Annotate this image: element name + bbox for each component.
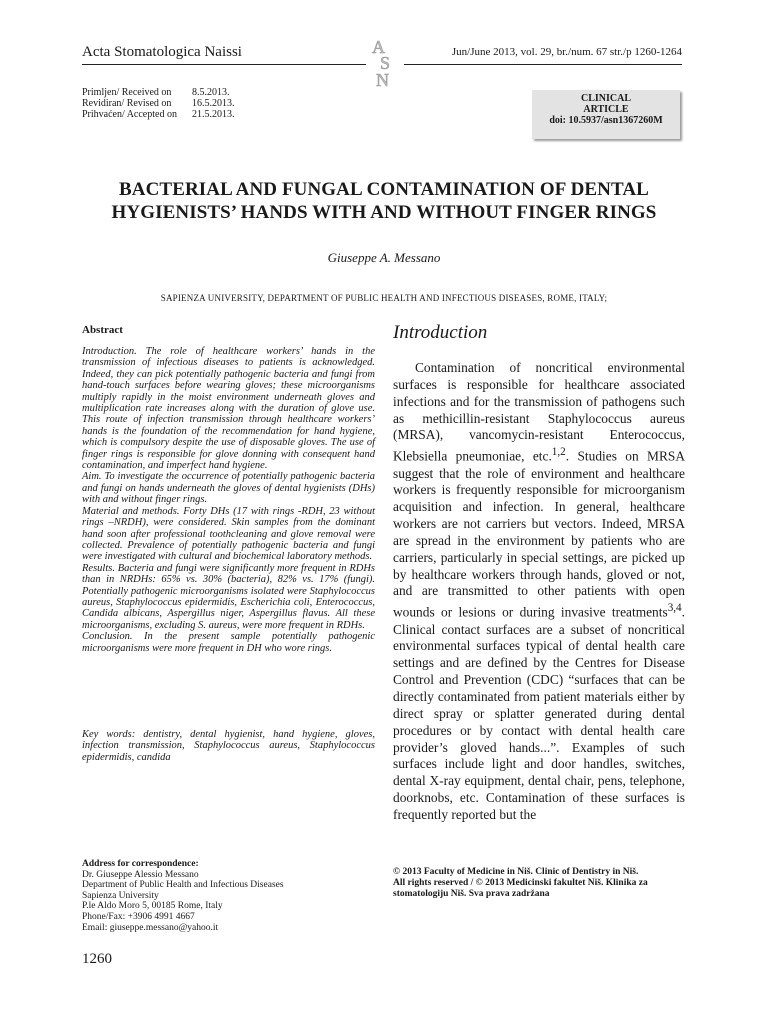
correspondence-line: P.le Aldo Moro 5, 00185 Rome, Italy: [82, 901, 223, 912]
intro-text-part-1: Contamination of noncritical environmental surfaces is responsible for healthcare associated infections and for the transmission of pathogens such as methicillin-resistant Staphylococcus aureus (MRSA), vancomycin-resistant Enterococcus, Klebsiella pneumoniae, etc.: [393, 360, 685, 464]
abstract-methods: Material and methods. Forty DHs (17 with rings -RDH, 23 without rings –NRDH), were considered. Skin samples from the dominant hand soon after professional toothcleaning and glove removal were collected. Prevalence of potentially pathogenic bacteria and fungi were investigated with cultural and biochemical laboratory methods.: [82, 505, 375, 563]
abstract-results: Results. Bacteria and fungi were significantly more frequent in RDHs than in NRDHs: 65% vs. 30% (bacteria), 82% vs. 17% (fungi). Potentially pathogenic microorganisms isolated were Staphylococcus aureus, Staphylococcus epidermidis, Escherichia coli, Enterococcus, Candida albicans, Aspergillus niger, Aspergillus flavus. All these microorganisms, excluding S. aureus, were more frequent in RDHs.: [82, 562, 375, 631]
article-title: [60, 178, 708, 224]
title-line-1: BACTERIAL AND FUNGAL CONTAMINATION OF DENTAL: [119, 179, 649, 200]
copyright-line: © 2013 Faculty of Medicine in Niš. Clinic of Dentistry in Niš.: [393, 867, 639, 877]
logo-letter-s: S: [380, 53, 391, 73]
date-label: Prihvaćen/ Accepted on: [82, 109, 177, 120]
correspondence-address: [82, 859, 402, 933]
date-accepted: [82, 109, 235, 120]
article-type-box: [532, 90, 680, 139]
author-name: Giuseppe A. Messano: [327, 250, 441, 265]
date-label: Primljen/ Received on: [82, 87, 172, 98]
copyright-line: All rights reserved / © 2013 Medicinski fakultet Niš. Klinika za: [393, 877, 648, 888]
author-affiliation: SAPIENZA UNIVERSITY, DEPARTMENT OF PUBLIC HEALTH AND INFECTIOUS DISEASES, ROME, ITALY;: [160, 293, 608, 303]
journal-name: Acta Stomatologica Naissi: [82, 44, 242, 60]
title-line-2: HYGIENISTS’ HANDS WITH AND WITHOUT FINGER RINGS: [111, 202, 657, 223]
date-value: 16.5.2013.: [192, 98, 235, 109]
citation-superscript[interactable]: 1,2: [551, 446, 566, 459]
correspondence-line: Sapienza University: [82, 890, 159, 901]
article-doi[interactable]: doi: 10.5937/asn1367260M: [549, 115, 663, 126]
date-value: 8.5.2013.: [192, 87, 230, 98]
abstract-heading: Abstract: [82, 324, 123, 336]
journal-issue-info: Jun/June 2013, vol. 29, br./num. 67 str./p 1260-1264: [451, 46, 682, 58]
copyright-notice: [393, 867, 693, 899]
date-label: Revidiran/ Revised on: [82, 98, 172, 109]
date-value: 21.5.2013.: [192, 109, 235, 120]
submission-dates: [82, 87, 235, 120]
correspondence-heading: Address for correspondence:: [82, 859, 199, 869]
date-received: [82, 87, 235, 98]
correspondence-line: Department of Public Health and Infectious Diseases: [82, 880, 284, 891]
date-revised: [82, 98, 235, 109]
correspondence-email[interactable]: Email: giuseppe.messano@yahoo.it: [82, 922, 219, 933]
article-type-line2: ARTICLE: [583, 104, 629, 115]
logo-letter-n: N: [376, 70, 389, 88]
abstract-conclusion: Conclusion. In the present sample potentially pathogenic microorganisms were more frequent in DH who wore rings.: [82, 631, 375, 654]
correspondence-line: Dr. Giuseppe Alessio Messano: [82, 869, 199, 880]
introduction-body: [393, 360, 685, 824]
keywords: Key words: dentistry, dental hygienist, hand hygiene, gloves, infection transmission, Staphylococcus aureus, Staphylococcus epidermidis, candida: [82, 729, 375, 763]
abstract-aim: Aim. To investigate the occurrence of potentially pathogenic bacteria and fungi on hands underneath the gloves of dental hygienists (DHs) with and without finger rings.: [82, 471, 375, 506]
article-type-line1: CLINICAL: [580, 93, 631, 104]
abstract-introduction: Introduction. The role of healthcare workers’ hands in the transmission of infectious diseases to patients is acknowledged. Indeed, they can pick potentially pathogenic bacteria and fungi from hand-touch surfaces before wearing gloves; these microorganisms multiply rapidly in the moist environment underneath gloves and multiplication rate increases along with the duration of glove use. This route of infection transmission through healthcare workers’ hands is the foundation of the recommendation for hand hygiene, which is compulsory despite the use of disposable gloves. The use of finger rings is responsible for glove donning with consequent hand contamination, and imperfect hand hygiene.: [82, 346, 375, 472]
logo-letter-a: A: [372, 37, 385, 57]
correspondence-line: Phone/Fax: +3906 4991 4667: [82, 911, 195, 922]
citation-superscript[interactable]: 3,4: [667, 602, 682, 615]
journal-logo: [366, 36, 404, 88]
abstract-body: [82, 346, 375, 654]
introduction-heading: Introduction: [393, 322, 488, 343]
intro-text-part-3: . Clinical contact surfaces are a subset of noncritical environmental surfaces typical of dental health care settings and are defined by the Centres for Disease Control and Prevention (CDC) “surfaces that can be directly contaminated from patient materials either by direct spray or splatter generated during dental procedures or by contact with dental health care provider’s gloved hands...”. Examples of such surfaces include light and door handles, switches, dental X-ray equipment, dental chair, pens, telephone, doorknobs, etc. Contamination of these surfaces is frequently reported but the: [393, 604, 685, 822]
copyright-line: stomatologiju Niš. Sva prava zadržana: [393, 888, 550, 899]
page-number: 1260: [82, 951, 112, 967]
intro-text-part-2: . Studies on MRSA suggest that the role of environment and healthcare workers is frequently responsible for microorganism acquisition and infection. In general, healthcare workers are not carriers but vectors. Indeed, MRSA are spread in the environment by patients who are carriers, particularly in special settings, are picked up by healthcare workers through hands, gloved or not, and are transmitted to other patients with open wounds or lesions or during invasive treatments: [393, 448, 686, 620]
